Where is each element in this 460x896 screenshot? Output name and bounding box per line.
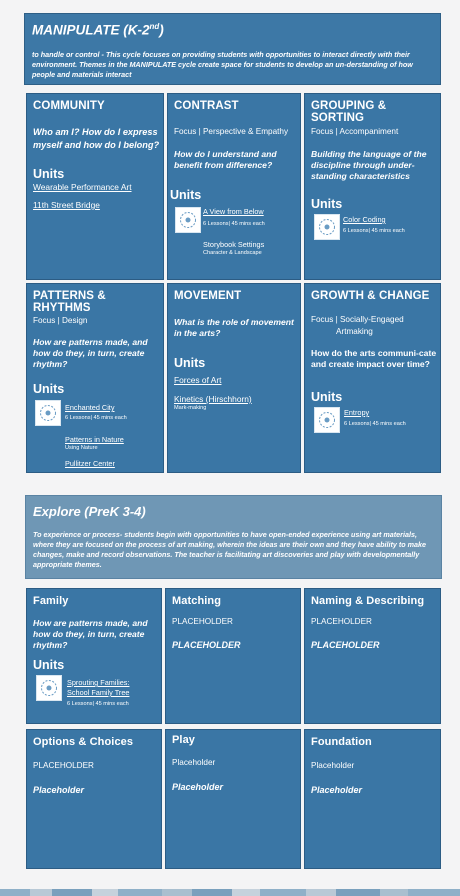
circle-logo-icon [35, 400, 61, 426]
unit-link-forces[interactable]: Forces of Art [174, 375, 222, 385]
explore-title: Explore (PreK 3-4) [33, 504, 146, 519]
units-label: Units [174, 356, 206, 370]
card-heading: Foundation [311, 736, 372, 748]
card-heading: Matching [172, 595, 222, 607]
card-question: Who am I? How do I express myself and how do I belong? [33, 127, 160, 150]
unit-subtitle: 6 Lessons| 45 mins each [67, 701, 129, 707]
unit-title[interactable]: A View from Below [203, 207, 264, 216]
card-heading: GROWTH & CHANGE [311, 290, 430, 302]
circle-logo-icon [36, 675, 62, 701]
units-label: Units [311, 197, 343, 211]
family-card[interactable] [26, 588, 162, 724]
unit-link-kinetics[interactable]: Kinetics (Hirschhorn) [174, 394, 252, 404]
card-focus: Focus | Perspective & Empathy [174, 127, 289, 136]
units-label: Units [311, 390, 343, 404]
placeholder-text: Placeholder [311, 761, 355, 770]
unit-title[interactable]: Entropy [344, 408, 370, 417]
circle-logo-icon [175, 207, 201, 233]
placeholder-text: PLACEHOLDER [311, 640, 380, 650]
grouping-card[interactable] [304, 93, 441, 280]
units-label: Units [170, 188, 202, 202]
placeholder-text: PLACEHOLDER [172, 640, 241, 650]
unit-subtitle: Mark-making [174, 405, 207, 411]
units-label: Units [33, 382, 65, 396]
matching-card[interactable] [165, 588, 301, 724]
growth-card[interactable] [304, 283, 441, 473]
card-heading: MOVEMENT [174, 290, 242, 302]
card-heading: PATTERNS & RHYTHMS [33, 290, 106, 314]
unit-title[interactable]: Enchanted City [65, 403, 115, 412]
placeholder-text: PLACEHOLDER [311, 617, 372, 626]
unit-title[interactable]: School Family Tree [67, 688, 130, 697]
card-heading: Options & Choices [33, 736, 134, 748]
card-focus: Focus | Design [33, 316, 88, 325]
play-card[interactable] [165, 729, 301, 869]
manipulate-description: to handle or control - This cycle focuses on providing students with opportunities to interact directly with their environment. Themes in the MANIPULATE cycle create space for students to develop an un-derstanding of how people and materials interact [32, 50, 413, 79]
card-question: How are patterns made, and how do they, in turn, create rhythm? [33, 337, 148, 369]
card-question: How are patterns made, and how do they, in turn, create rhythm? [33, 618, 148, 650]
naming-card[interactable] [304, 588, 441, 724]
placeholder-text: Placeholder [33, 785, 85, 795]
card-question: How do the arts communi-cate and create impact over time? [311, 348, 437, 369]
card-focus: Focus | Socially-Engaged [311, 315, 404, 324]
explore-description: To experience or process- students begin with opportunities to have open-ended experience using art materials, where they are focused on the process of art making, wherein the ideas are their own and they have ability to make changes, make and record observations. The teacher is facilitating art discoveries and play with developmentally appropriate themes. [33, 530, 427, 569]
unit-subtitle: 6 Lessons| 45 mins each [344, 421, 406, 427]
options-card[interactable] [26, 729, 162, 869]
manipulate-title: MANIPULATE (K-2nd) [32, 22, 164, 38]
unit-title[interactable]: Pullitzer Center [65, 459, 115, 468]
unit-title[interactable]: Storybook Settings [203, 240, 265, 249]
card-heading: Naming & Describing [311, 595, 425, 607]
unit-subtitle: Character & Landscape [203, 250, 262, 256]
card-question: Building the language of the discipline through under-standing characteristics [311, 149, 427, 181]
card-question: How do I understand and benefit from difference? [174, 149, 277, 170]
placeholder-text: Placeholder [172, 758, 216, 767]
units-label: Units [33, 167, 65, 181]
units-label: Units [33, 658, 65, 672]
unit-subtitle: 6 Lessons| 45 mins each [203, 221, 265, 227]
placeholder-text: Placeholder [311, 785, 363, 795]
unit-subtitle: Using Nature [65, 445, 98, 451]
circle-logo-icon [314, 407, 340, 433]
unit-subtitle: 6 Lessons| 45 mins each [343, 228, 405, 234]
placeholder-text: PLACEHOLDER [172, 617, 233, 626]
card-focus: Focus | Accompaniment [311, 127, 399, 136]
card-heading: CONTRAST [174, 100, 239, 112]
unit-subtitle: 6 Lessons| 45 mins each [65, 415, 127, 421]
card-heading: Play [172, 734, 196, 746]
community-card[interactable] [26, 93, 164, 280]
foundation-card[interactable] [304, 729, 441, 869]
card-heading: Family [33, 595, 69, 607]
card-heading: GROUPING & SORTING [311, 100, 387, 124]
card-heading: COMMUNITY [33, 100, 105, 112]
contrast-card[interactable] [167, 93, 301, 280]
movement-card[interactable] [167, 283, 301, 473]
circle-logo-icon [314, 214, 340, 240]
unit-title[interactable]: Patterns in Nature [65, 435, 124, 444]
patterns-card[interactable] [26, 283, 164, 473]
unit-link-wearable[interactable]: Wearable Performance Art [33, 182, 132, 192]
card-focus: Artmaking [336, 327, 373, 336]
unit-title[interactable]: Sprouting Families: [67, 678, 130, 687]
placeholder-text: Placeholder [172, 782, 224, 792]
manipulate-banner [24, 13, 441, 85]
placeholder-text: PLACEHOLDER [33, 761, 94, 770]
card-question: What is the role of movement in the arts? [174, 317, 294, 338]
unit-link-bridge[interactable]: 11th Street Bridge [33, 200, 100, 210]
bottom-pattern-strip [0, 889, 460, 896]
explore-banner [25, 495, 442, 579]
unit-title[interactable]: Color Coding [343, 215, 386, 224]
